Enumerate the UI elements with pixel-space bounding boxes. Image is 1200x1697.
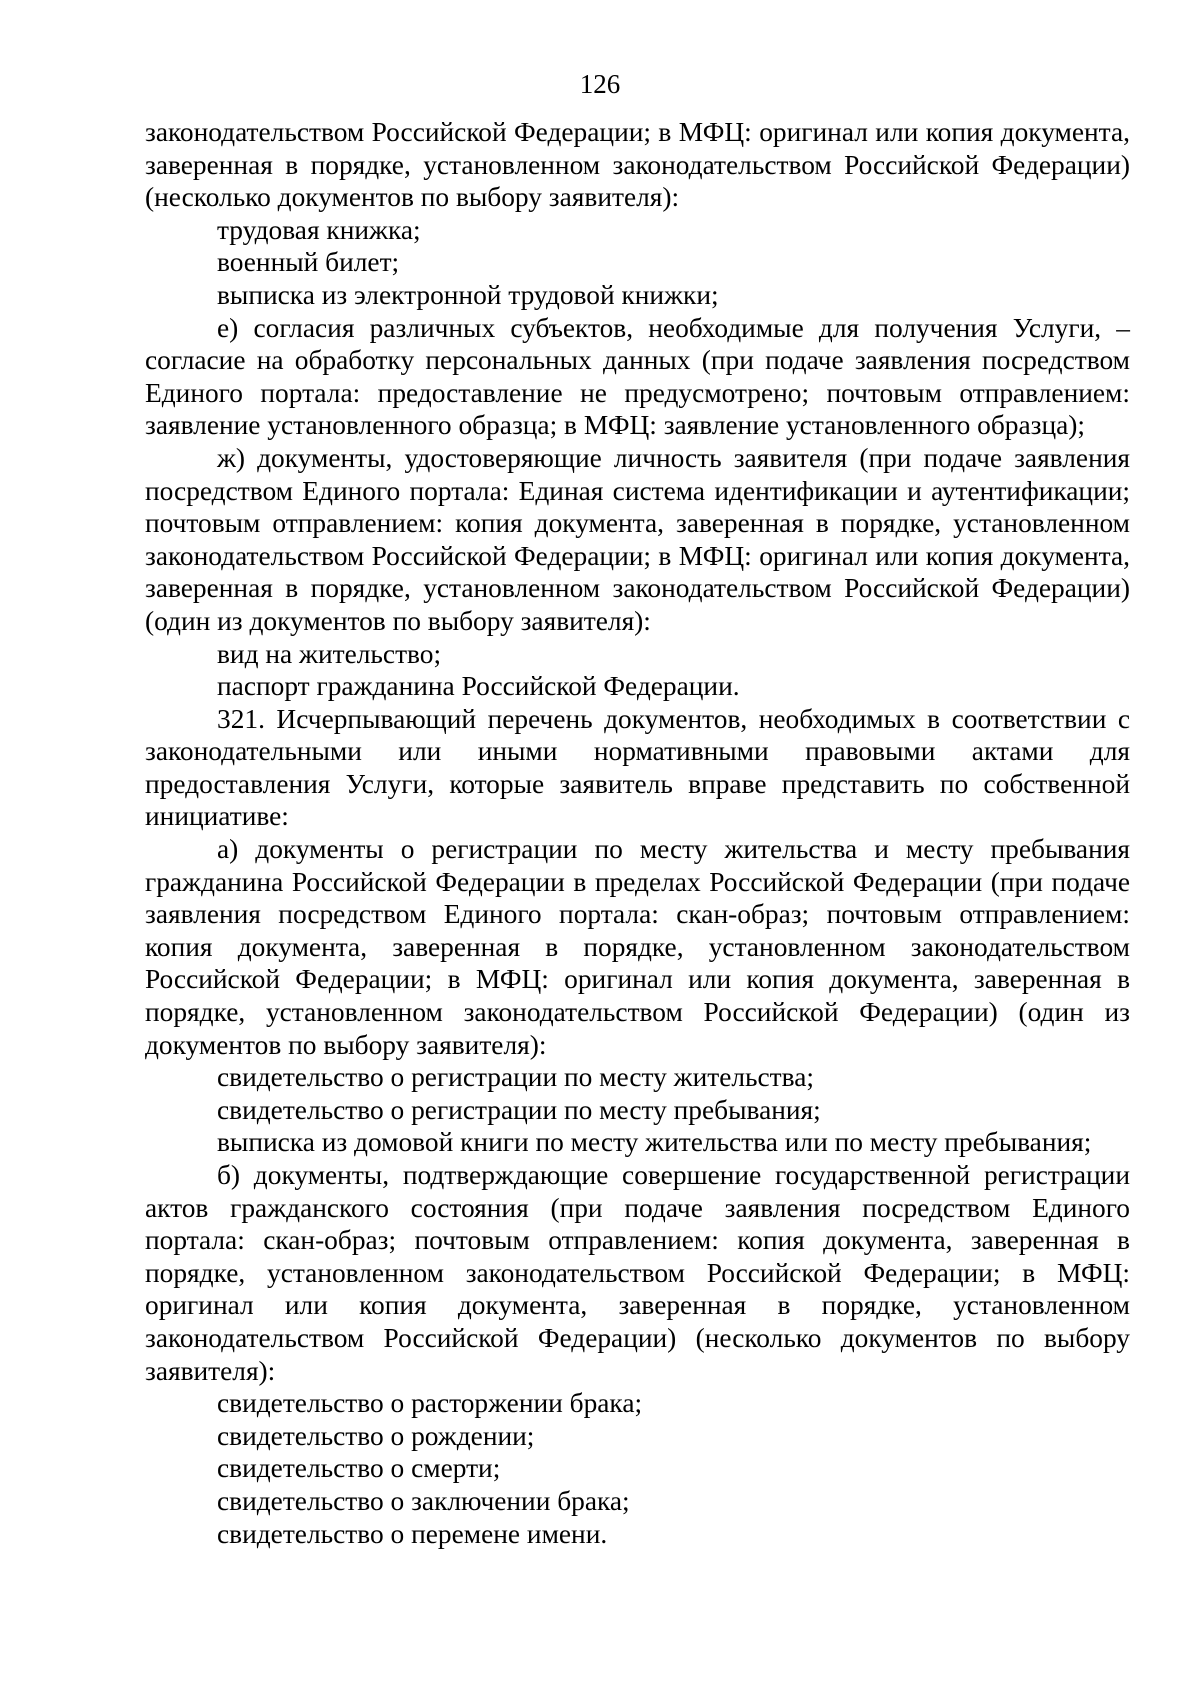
paragraph: законодательством Российской Федерации; в МФЦ: оригинал или копия документа, заверенная в порядке, установленном законодательством Российской Федерации) (несколько документов по выбору заявителя): xyxy=(145,117,1130,213)
list-item: трудовая книжка; xyxy=(217,214,421,245)
list-item: вид на жительство; xyxy=(217,638,442,669)
list-item: военный билет; xyxy=(217,247,400,278)
list-item: свидетельство о рождении; xyxy=(217,1420,535,1451)
list-item: выписка из электронной трудовой книжки; xyxy=(217,279,719,310)
list-item: свидетельство о регистрации по месту жительства; xyxy=(217,1062,814,1093)
list-item: свидетельство о регистрации по месту пребывания; xyxy=(217,1094,821,1125)
paragraph: 321. Исчерпывающий перечень документов, необходимых в соответствии с законодательными или иными нормативными правовыми актами для предоставления Услуги, которые заявитель вправе представить по собственной инициативе: xyxy=(145,703,1130,832)
page-number: 126 xyxy=(579,69,621,99)
paragraph: б) документы, подтверждающие совершение государственной регистрации актов гражданского состояния (при подаче заявления посредством Единого портала: скан-образ; почтовым отправлением: копия документа, заверенная в порядке, установленном законодательством Российской Федерации; в МФЦ: оригинал или копия документа, заверенная в порядке, установленном законодательством Российской Федерации) (несколько документов по выбору заявителя): xyxy=(145,1160,1130,1386)
list-item: свидетельство о смерти; xyxy=(217,1453,501,1484)
document-body xyxy=(145,116,1130,1550)
paragraph: а) документы о регистрации по месту жительства и месту пребывания гражданина Российской Федерации в пределах Российской Федерации (при подаче заявления посредством Единого портала: скан-образ; почтовым отправлением: копия документа, заверенная в порядке, установленном законодательством Российской Федерации; в МФЦ: оригинал или копия документа, заверенная в порядке, установленном законодательством Российской Федерации) (один из документов по выбору заявителя): xyxy=(145,834,1130,1060)
list-item: свидетельство о расторжении брака; xyxy=(217,1388,643,1419)
list-item: паспорт гражданина Российской Федерации. xyxy=(217,671,740,702)
paragraph: ж) документы, удостоверяющие личность заявителя (при подаче заявления посредством Единого портала: Единая система идентификации и аутентификации; почтовым отправлением: копия документа, заверенная в порядке, установленном законодательством Российской Федерации; в МФЦ: оригинал или копия документа, заверенная в порядке, установленном законодательством Российской Федерации) (один из документов по выбору заявителя): xyxy=(145,442,1130,636)
list-item: свидетельство о перемене имени. xyxy=(217,1518,608,1549)
list-item: выписка из домовой книги по месту жительства или по месту пребывания; xyxy=(217,1127,1092,1158)
paragraph: е) согласия различных субъектов, необходимые для получения Услуги, – согласие на обработку персональных данных (при подаче заявления посредством Единого портала: предоставление не предусмотрено; почтовым отправлением: заявление установленного образца; в МФЦ: заявление установленного образца); xyxy=(145,312,1130,441)
list-item: свидетельство о заключении брака; xyxy=(217,1485,630,1516)
